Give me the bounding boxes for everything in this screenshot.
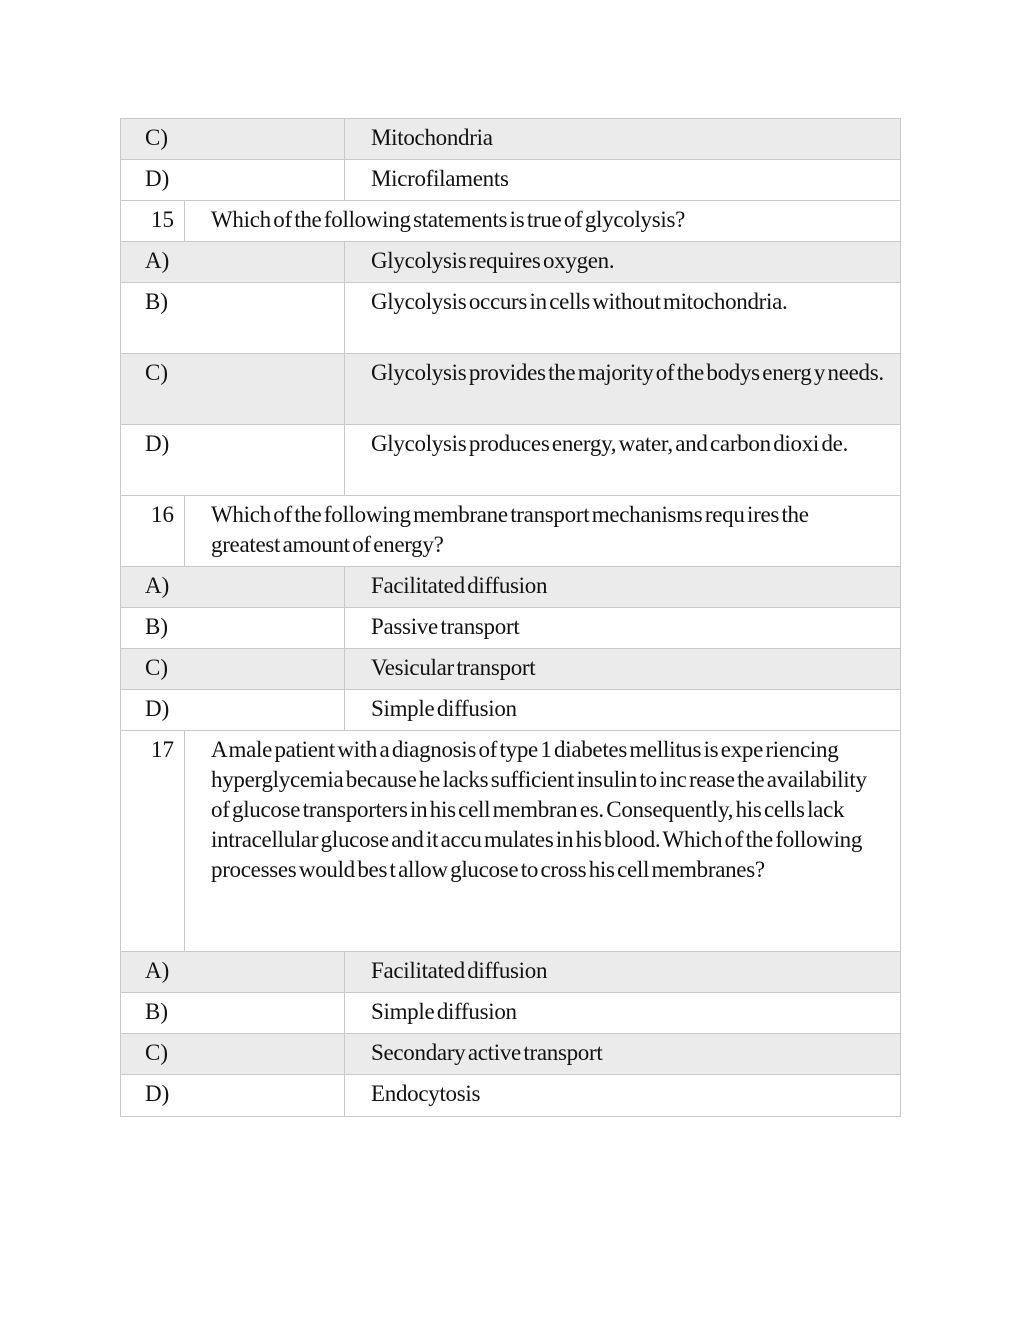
option-letter: A) (145, 958, 170, 983)
option-letter: D) (145, 166, 170, 191)
option-text: Glycolysis occurs in cells without mitochondria. (344, 283, 900, 353)
answer-option-row (121, 354, 900, 425)
option-text: Microfilaments (344, 160, 900, 200)
question-text: A male patient with a diagnosis of type 1 diabetes mellitus is expe riencing hyperglycemia because he lacks sufficient insulin to inc rease the availability of glucose transporters in his cell membran es. Consequently, his cells lack intracellular glucose and it accu mulates in his blood. Which of the following processes would bes t allow glucose to cross his cell membranes? (211, 737, 867, 882)
option-text: Simple diffusion (344, 993, 900, 1033)
question-row (121, 496, 900, 567)
option-text: Mitochondria (344, 119, 900, 159)
option-text: Secondary active transport (344, 1034, 900, 1074)
answer-option-row (121, 690, 900, 731)
option-text: Glycolysis requires oxygen. (344, 242, 900, 282)
option-text: Passive transport (344, 608, 900, 648)
option-letter: D) (145, 1081, 170, 1106)
quiz-table (120, 118, 901, 1117)
answer-option-row (121, 425, 900, 496)
question-number: 17 (121, 731, 185, 951)
answer-option-row (121, 567, 900, 608)
option-letter: B) (145, 289, 168, 314)
question-text: Which of the following membrane transport mechanisms requ ires the greatest amount of energy? (211, 502, 809, 557)
option-letter: A) (145, 573, 170, 598)
question-number: 15 (121, 201, 185, 241)
option-text: Glycolysis produces energy, water, and carbon dioxi de. (344, 425, 900, 495)
option-letter: C) (145, 360, 168, 385)
question-text: Which of the following statements is true of glycolysis? (211, 207, 686, 232)
option-letter: B) (145, 999, 168, 1024)
answer-option-row (121, 993, 900, 1034)
option-letter: B) (145, 614, 168, 639)
option-text: Vesicular transport (344, 649, 900, 689)
option-text: Facilitated diffusion (344, 952, 900, 992)
answer-option-row (121, 952, 900, 993)
answer-option-row (121, 649, 900, 690)
option-letter: C) (145, 1040, 168, 1065)
option-letter: C) (145, 125, 168, 150)
option-letter: A) (145, 248, 170, 273)
answer-option-row (121, 242, 900, 283)
answer-option-row (121, 608, 900, 649)
answer-option-row (121, 1075, 900, 1116)
option-letter: D) (145, 431, 170, 456)
option-letter: D) (145, 696, 170, 721)
option-text: Endocytosis (344, 1075, 900, 1116)
answer-option-row (121, 160, 900, 201)
question-number: 16 (121, 496, 185, 566)
option-text: Facilitated diffusion (344, 567, 900, 607)
option-text: Glycolysis provides the majority of the bodys energ y needs. (344, 354, 900, 424)
option-text: Simple diffusion (344, 690, 900, 730)
answer-option-row (121, 119, 900, 160)
answer-option-row (121, 283, 900, 354)
question-row (121, 201, 900, 242)
answer-option-row (121, 1034, 900, 1075)
option-letter: C) (145, 655, 168, 680)
question-row (121, 731, 900, 952)
